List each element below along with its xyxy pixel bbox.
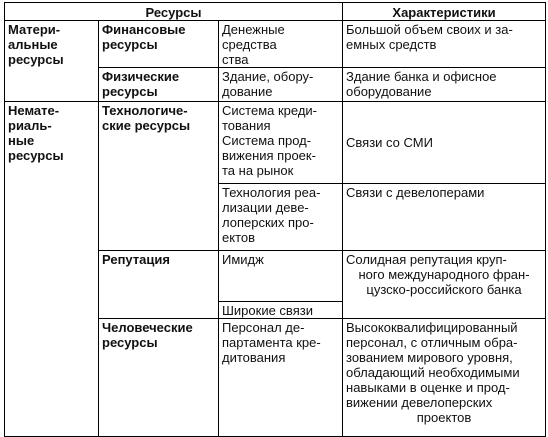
item-credit-system: Система креди- тования Система прод- вижения проек- та на рынок	[219, 102, 343, 184]
item-building: Здание, обору- дование	[219, 68, 343, 102]
header-resources: Ресурсы	[5, 3, 343, 21]
char-funds: Большой объем своих и за- емных средств	[343, 21, 546, 68]
resource-human: Человеческие ресурсы	[99, 319, 219, 437]
char-media: Связи со СМИ	[343, 102, 546, 184]
resource-reputation: Репутация	[99, 251, 219, 319]
category-material: Матери- альные ресурсы	[5, 21, 99, 102]
item-image: Имидж	[219, 251, 343, 302]
resources-table	[4, 2, 546, 437]
item-money: Денежные средства ства	[219, 21, 343, 68]
header-characteristics: Характеристики	[343, 3, 546, 21]
item-wide-links: Широкие связи	[219, 302, 343, 319]
char-building: Здание банка и офисное оборудование	[343, 68, 546, 102]
resource-financial: Финансовые ресурсы	[99, 21, 219, 68]
item-dev-technology: Технология реа- лизации деве- лоперских про- ектов	[219, 184, 343, 251]
char-staff: Высококвалифицированный персонал, с отличным обра- зованием мирового уровня, обладающий необходимыми навыками в оценке и прод- вижении девелоперских проектов	[343, 319, 546, 437]
resource-technological: Технологиче- ские ресурсы	[99, 102, 219, 251]
item-credit-staff: Персонал де- партамента кре- дитования	[219, 319, 343, 437]
char-reputation: Солидная репутация круп- ного международного фран- цузско-российского банка	[343, 251, 546, 319]
char-developers: Связи с девелоперами	[343, 184, 546, 251]
category-intangible: Немате- риаль- ные ресурсы	[5, 102, 99, 437]
resource-physical: Физические ресурсы	[99, 68, 219, 102]
